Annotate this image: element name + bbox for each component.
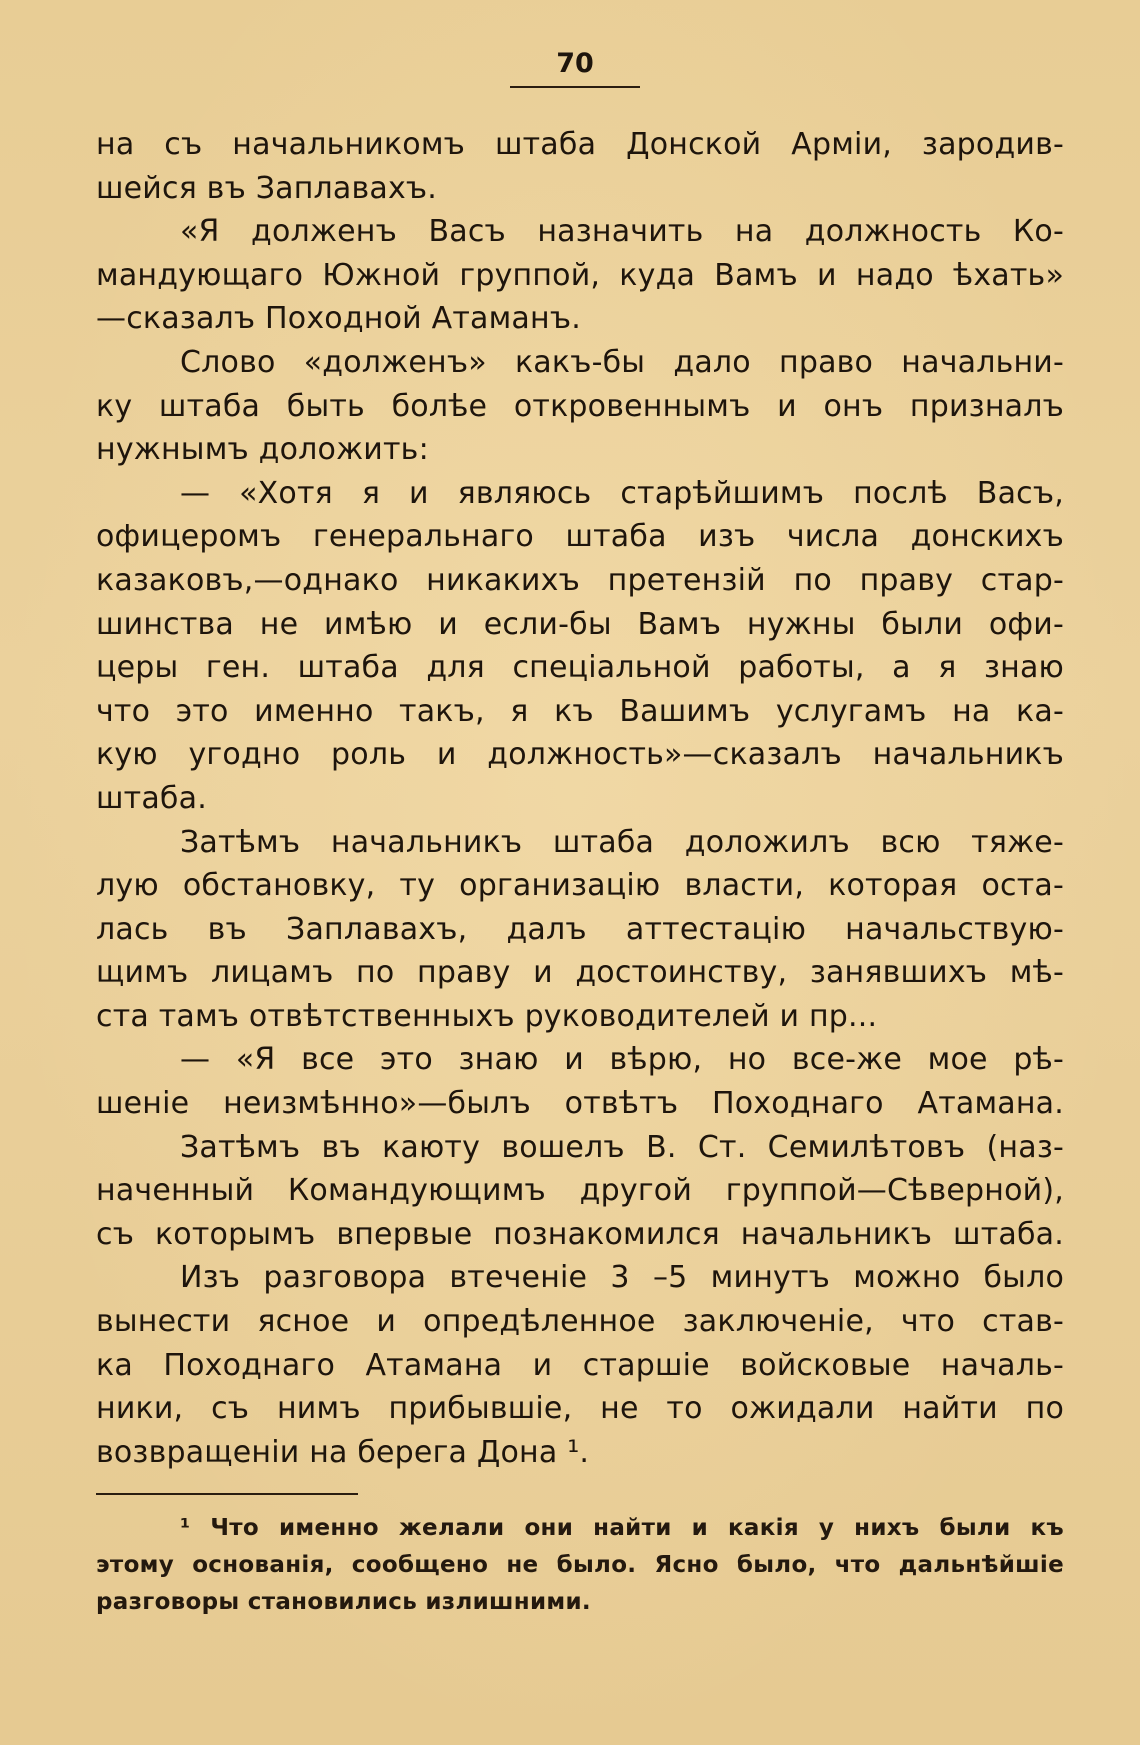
text-line: ники, съ нимъ прибывшіе, не то ожидали найти по xyxy=(96,1391,1064,1427)
text-line: «Я долженъ Васъ назначить на должность Ко- xyxy=(180,214,1064,250)
text-line: — «Я все это знаю и вѣрю, но все-же мое рѣ- xyxy=(180,1042,1064,1078)
footnotes xyxy=(96,1510,1064,1621)
footnote-line: этому основанія, сообщено не было. Ясно было, что дальнѣйшіе xyxy=(96,1552,1064,1578)
page-number-rule xyxy=(510,86,640,88)
text-line: —сказалъ Походной Атаманъ. xyxy=(96,301,581,337)
text-line: шейся въ Заплавахъ. xyxy=(96,170,438,206)
text-line: шинства не имѣю и если-бы Вамъ нужны были офи- xyxy=(96,606,1064,642)
text-line: на съ начальникомъ штаба Донской Арміи, зародив- xyxy=(96,127,1064,162)
text-line: нужнымъ доложить: xyxy=(96,432,429,468)
text-line: Затѣмъ въ каюту вошелъ В. Ст. Семилѣтовъ (наз- xyxy=(180,1129,1064,1165)
text-line: щимъ лицамъ по праву и достоинству, занявшихъ мѣ- xyxy=(96,955,1064,991)
text-line: вынести ясное и опредѣленное заключеніе, что став- xyxy=(96,1304,1064,1340)
body-text xyxy=(96,123,1064,1474)
footnote-line: разговоры становились излишними. xyxy=(96,1589,591,1615)
text-line: — «Хотя я и являюсь старѣйшимъ послѣ Васъ, xyxy=(180,475,1064,511)
text-line: лась въ Заплавахъ, далъ аттестацію начальствую- xyxy=(96,911,1064,947)
text-line: шеніе неизмѣнно»—былъ отвѣтъ Походнаго Атамана. xyxy=(96,1086,1064,1122)
text-line: кую угодно роль и должность»—сказалъ начальникъ xyxy=(96,737,1064,773)
page-number: 70 xyxy=(556,48,594,79)
text-line: мандующаго Южной группой, куда Вамъ и надо ѣхать» xyxy=(96,257,1064,293)
text-line: Слово «долженъ» какъ-бы дало право начальни- xyxy=(180,344,1064,380)
text-line: казаковъ,—однако никакихъ претензій по праву стар- xyxy=(96,562,1064,598)
text-line: ка Походнаго Атамана и старшіе войсковые началь- xyxy=(96,1347,1064,1383)
text-line: церы ген. штаба для спеціальной работы, а я знаю xyxy=(96,650,1064,686)
text-line: лую обстановку, ту организацію власти, которая оста- xyxy=(96,868,1064,904)
footnote-line: ¹ Что именно желали они найти и какія у нихъ были къ xyxy=(180,1515,1064,1541)
text-line: Изъ разговора втеченіе 3 –5 минутъ можно было xyxy=(180,1260,1064,1296)
text-line: штаба. xyxy=(96,780,207,816)
text-line: что это именно такъ, я къ Вашимъ услугамъ на ка- xyxy=(96,693,1064,729)
footnote-rule xyxy=(96,1493,358,1495)
text-line: съ которымъ впервые познакомился начальникъ штаба. xyxy=(96,1216,1064,1252)
text-line: ку штаба быть болѣе откровеннымъ и онъ призналъ xyxy=(96,388,1064,424)
text-line: ста тамъ отвѣтственныхъ руководителей и пр... xyxy=(96,998,878,1034)
text-line: офицеромъ генеральнаго штаба изъ числа донскихъ xyxy=(96,519,1064,555)
text-line: наченный Командующимъ другой группой—Сѣверной), xyxy=(96,1173,1064,1209)
text-line: возвращеніи на берега Дона ¹. xyxy=(96,1434,590,1470)
text-line: Затѣмъ начальникъ штаба доложилъ всю тяже- xyxy=(180,824,1064,860)
